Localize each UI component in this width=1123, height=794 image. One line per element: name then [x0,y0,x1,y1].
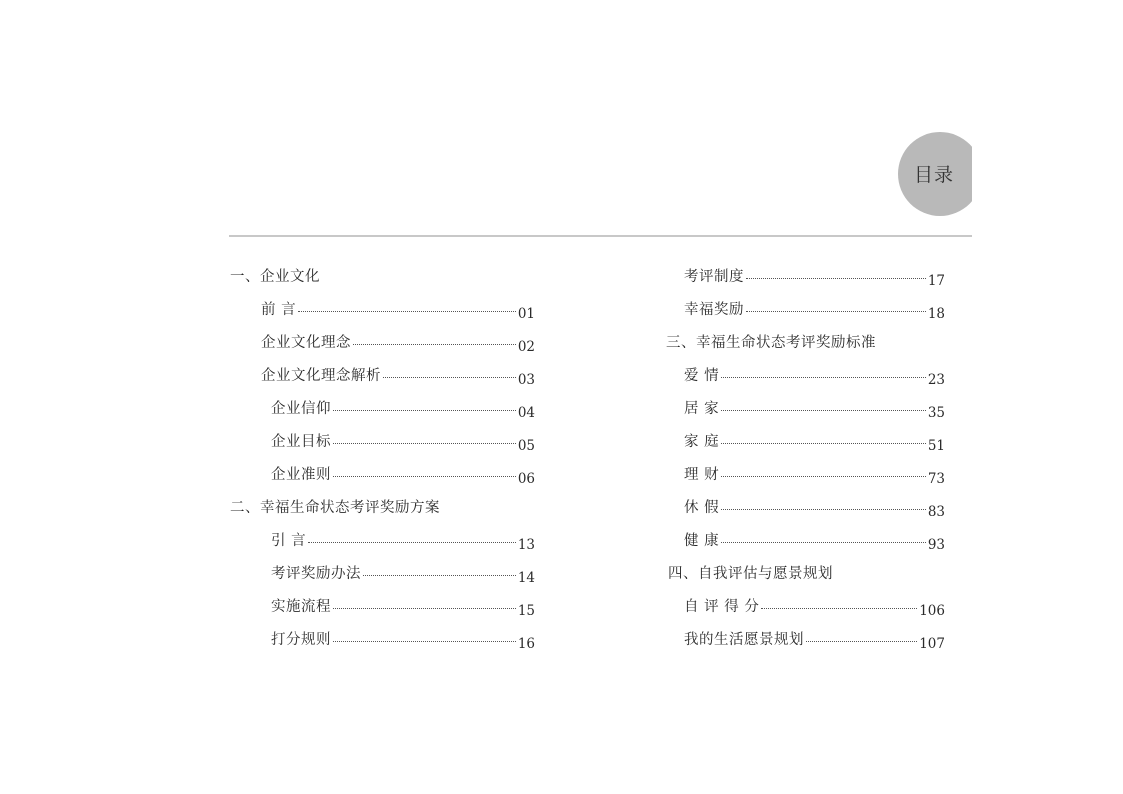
toc-entry-page: 18 [927,306,945,322]
toc-entry[interactable] [666,265,945,298]
toc-entry[interactable] [230,331,535,364]
toc-entry-title: 居 家 [684,401,720,417]
toc-entry-page: 17 [927,273,945,289]
toc-entry-page: 13 [517,537,535,553]
toc-entry[interactable] [230,463,535,496]
toc-dot-leader [721,409,926,411]
toc-entry-page: 02 [517,339,535,355]
toc-entry[interactable] [666,463,945,496]
toc-entry[interactable] [666,364,945,397]
toc-dot-leader [298,310,516,312]
toc-dot-leader [383,376,516,378]
toc-entry[interactable] [230,628,535,661]
toc-heading-title: 三、幸福生命状态考评奖励标准 [666,335,876,351]
toc-entry-title: 打分规则 [271,632,331,648]
toc-entry-page: 106 [919,603,945,619]
toc-entry[interactable] [230,397,535,430]
toc-entry-page: 05 [517,438,535,454]
toc-dot-leader [721,442,926,444]
toc-entry[interactable] [666,496,945,529]
toc-entry-title: 家 庭 [684,434,720,450]
toc-dot-leader [806,640,917,642]
toc-entry-title: 爱 情 [684,368,720,384]
toc-dot-leader [761,607,917,609]
toc-entry-title: 企业信仰 [271,401,331,417]
toc-entry[interactable] [666,595,945,628]
toc-entry-title: 考评制度 [684,269,744,285]
toc-entry[interactable] [230,430,535,463]
toc-entry-title: 前 言 [261,302,297,318]
toc-entry-title: 理 财 [684,467,720,483]
toc-entry[interactable] [230,562,535,595]
toc-entry-page: 01 [517,306,535,322]
toc-heading-title: 一、企业文化 [230,269,320,285]
toc-heading-title: 二、幸福生命状态考评奖励方案 [230,500,440,516]
toc-entry[interactable] [230,595,535,628]
toc-heading[interactable] [230,496,535,529]
toc-entry-title: 企业准则 [271,467,331,483]
toc-entry-title: 我的生活愿景规划 [684,632,804,648]
toc-dot-leader [333,640,516,642]
toc-heading[interactable] [666,562,945,595]
toc-heading[interactable] [230,265,535,298]
header-divider [229,235,972,237]
toc-entry-page: 93 [927,537,945,553]
toc-entry-page: 35 [927,405,945,421]
toc-dot-leader [721,475,926,477]
toc-dot-leader [333,607,516,609]
toc-dot-leader [721,376,926,378]
toc-dot-leader [333,442,516,444]
toc-entry-title: 考评奖励办法 [271,566,361,582]
toc-entry-title: 引 言 [271,533,307,549]
toc-entry-page: 04 [517,405,535,421]
toc-heading[interactable] [666,331,945,364]
toc-dot-leader [333,409,516,411]
toc-entry-title: 健 康 [684,533,720,549]
toc-dot-leader [308,541,516,543]
toc-dot-leader [746,310,926,312]
toc-entry[interactable] [666,430,945,463]
badge-edge-mask [972,120,1012,230]
toc-entry-title: 企业目标 [271,434,331,450]
toc-entry-page: 107 [919,636,945,652]
toc-dot-leader [333,475,516,477]
toc-entry-page: 16 [517,636,535,652]
toc-entry-title: 企业文化理念 [261,335,351,351]
toc-entry[interactable] [230,529,535,562]
toc-entry-page: 03 [517,372,535,388]
toc-entry-title: 企业文化理念解析 [261,368,381,384]
toc-dot-leader [721,508,926,510]
toc-entry[interactable] [666,298,945,331]
toc-entry-title: 自 评 得 分 [684,599,760,615]
toc-entry[interactable] [666,628,945,661]
toc-entry-title: 幸福奖励 [684,302,744,318]
toc-entry-page: 06 [517,471,535,487]
toc-dot-leader [353,343,516,345]
toc-dot-leader [746,277,926,279]
toc-entry[interactable] [666,397,945,430]
toc-entry-title: 实施流程 [271,599,331,615]
toc-dot-leader [363,574,516,576]
toc-entry-page: 73 [927,471,945,487]
toc-entry-page: 51 [927,438,945,454]
toc-entry-page: 83 [927,504,945,520]
toc-entry[interactable] [230,364,535,397]
toc-right-column [666,265,945,661]
toc-entry-page: 15 [517,603,535,619]
toc-entry[interactable] [666,529,945,562]
toc-left-column [230,265,535,661]
toc-dot-leader [721,541,926,543]
toc-entry[interactable] [230,298,535,331]
toc-entry-page: 23 [927,372,945,388]
toc-heading-title: 四、自我评估与愿景规划 [668,566,833,582]
toc-entry-title: 休 假 [684,500,720,516]
badge-label: 目录 [914,164,955,186]
toc-entry-page: 14 [517,570,535,586]
